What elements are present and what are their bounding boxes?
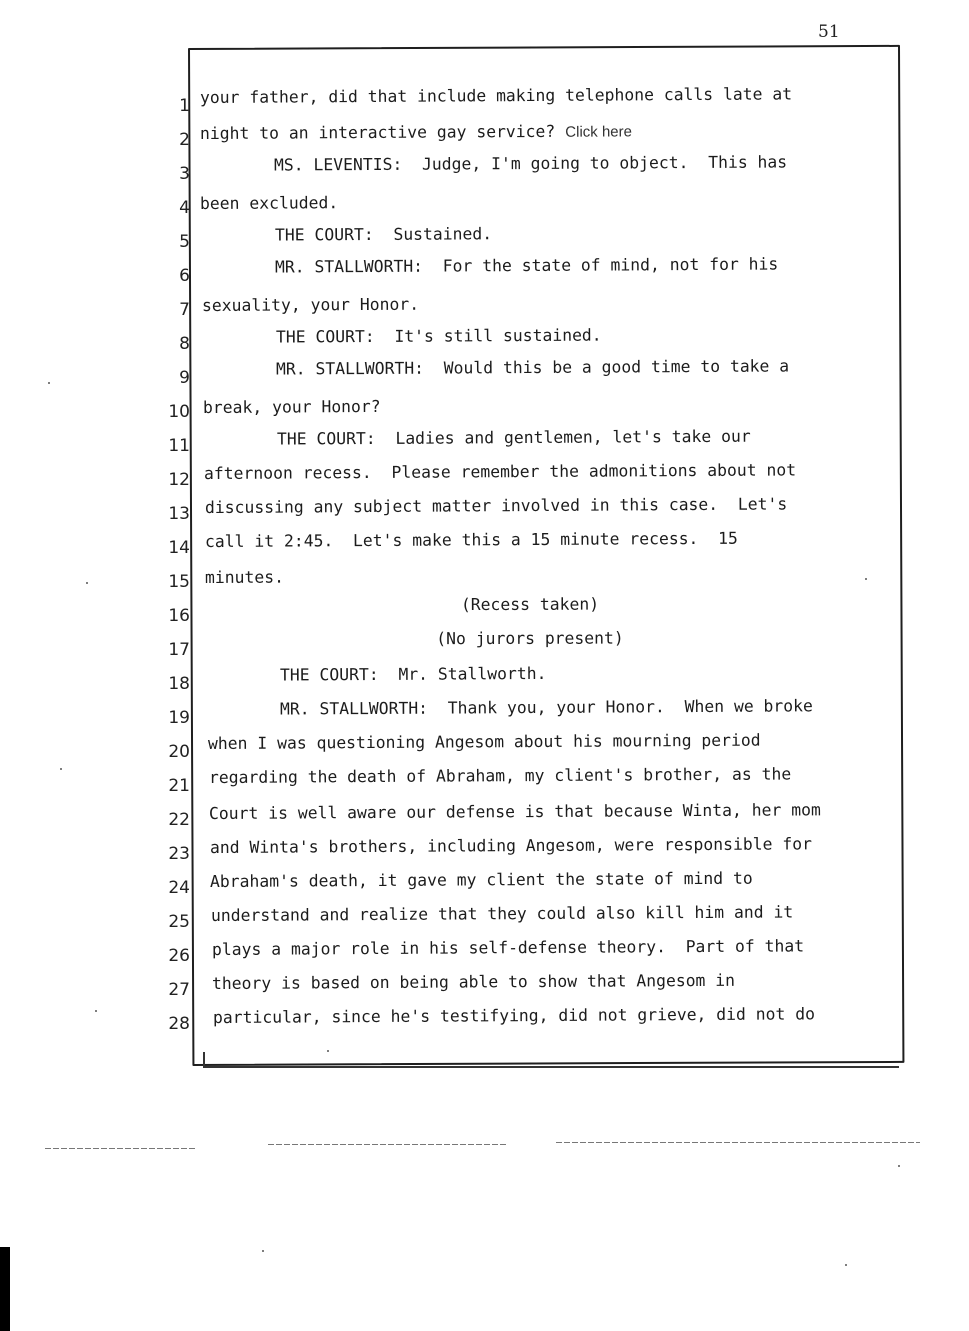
transcript-line: THE COURT: Mr. Stallworth. (279, 663, 547, 685)
line-number: 17 (168, 640, 190, 660)
scan-rule-left (45, 1148, 195, 1149)
scan-speck (60, 768, 62, 770)
line-number: 3 (179, 164, 190, 184)
transcript-line: MR. STALLWORTH: Would this be a good time to take a (275, 356, 790, 379)
transcript-line: and Winta's brothers, including Angesom, were responsible for (209, 834, 812, 857)
page-number: 51 (818, 22, 840, 42)
scan-edge-bar (0, 1247, 10, 1331)
transcript-line: MR. STALLWORTH: Thank you, your Honor. When we broke (279, 696, 813, 719)
line-number: 21 (168, 776, 190, 796)
transcript-line: minutes. (204, 567, 285, 587)
transcript-line: (Recess taken) (460, 594, 600, 615)
line-number: 15 (168, 572, 190, 592)
line-number: 28 (168, 1014, 190, 1034)
transcript-line: theory is based on being able to show that Angesom in (211, 970, 736, 993)
line-number: 4 (179, 198, 190, 218)
transcript-line-text: night to an interactive gay service? (199, 121, 556, 143)
transcript-line: been excluded. (199, 193, 339, 213)
line-number: 27 (168, 980, 190, 1000)
line-number: 13 (168, 504, 190, 524)
line-number: 22 (168, 810, 190, 830)
line-number: 11 (168, 436, 190, 456)
click-here-link[interactable]: Click here (565, 123, 632, 141)
transcript-line: Court is well aware our defense is that because Winta, her mom (208, 800, 821, 823)
line-number: 20 (168, 742, 190, 762)
line-number: 6 (179, 266, 190, 286)
transcript-line: call it 2:45. Let's make this a 15 minute recess. 15 (204, 528, 738, 551)
line-number: 26 (168, 946, 190, 966)
transcript-line: discussing any subject matter involved in this case. Let's (204, 494, 788, 517)
line-number: 18 (168, 674, 190, 694)
transcript-line: break, your Honor? (202, 396, 381, 417)
line-number: 9 (179, 368, 190, 388)
transcript-line: MR. STALLWORTH: For the state of mind, not for his (274, 254, 779, 277)
scan-speck (86, 582, 88, 584)
transcript-line (200, 121, 632, 143)
line-number: 25 (168, 912, 190, 932)
line-number: 16 (168, 606, 190, 626)
line-number: 23 (168, 844, 190, 864)
line-number: 10 (168, 402, 190, 422)
transcript-line: sexuality, your Honor. (201, 294, 420, 315)
line-number: 7 (179, 300, 190, 320)
transcript-line: understand and realize that they could also kill him and it (210, 902, 794, 925)
transcript-line: plays a major role in his self-defense theory. Part of that (211, 936, 805, 959)
transcript-line: THE COURT: It's still sustained. (275, 325, 602, 347)
transcript-line: THE COURT: Ladies and gentlemen, let's take our (276, 426, 751, 449)
frame-shadow-edge (203, 1052, 899, 1068)
transcript-line: your father, did that include making telephone calls late at (199, 84, 793, 107)
transcript-line: when I was questioning Angesom about his mourning period (207, 730, 761, 753)
scan-speck (865, 578, 867, 580)
line-number: 8 (179, 334, 190, 354)
transcript-line: (No jurors present) (436, 628, 624, 649)
line-number: 1 (179, 96, 190, 116)
scan-speck (898, 1165, 900, 1167)
line-number: 12 (168, 470, 190, 490)
transcript-line: THE COURT: Sustained. (274, 224, 493, 245)
transcript-line: MS. LEVENTIS: Judge, I'm going to object. This has (273, 152, 788, 175)
scan-speck (845, 1264, 847, 1266)
scan-speck (262, 1250, 264, 1252)
transcript-line: afternoon recess. Please remember the admonitions about not (203, 460, 797, 483)
line-number: 19 (168, 708, 190, 728)
transcript-line: regarding the death of Abraham, my client's brother, as the (208, 764, 792, 787)
line-number: 14 (168, 538, 190, 558)
line-number: 5 (179, 232, 190, 252)
scan-speck (95, 1010, 97, 1012)
scan-speck (48, 382, 50, 384)
scan-rule-middle (268, 1144, 508, 1145)
scan-rule-right (556, 1142, 920, 1143)
transcript-line: particular, since he's testifying, did not grieve, did not do (212, 1004, 815, 1027)
line-number: 24 (168, 878, 190, 898)
line-number: 2 (179, 130, 190, 150)
scan-speck (327, 1050, 329, 1052)
transcript-line: Abraham's death, it gave my client the state of mind to (209, 868, 753, 891)
